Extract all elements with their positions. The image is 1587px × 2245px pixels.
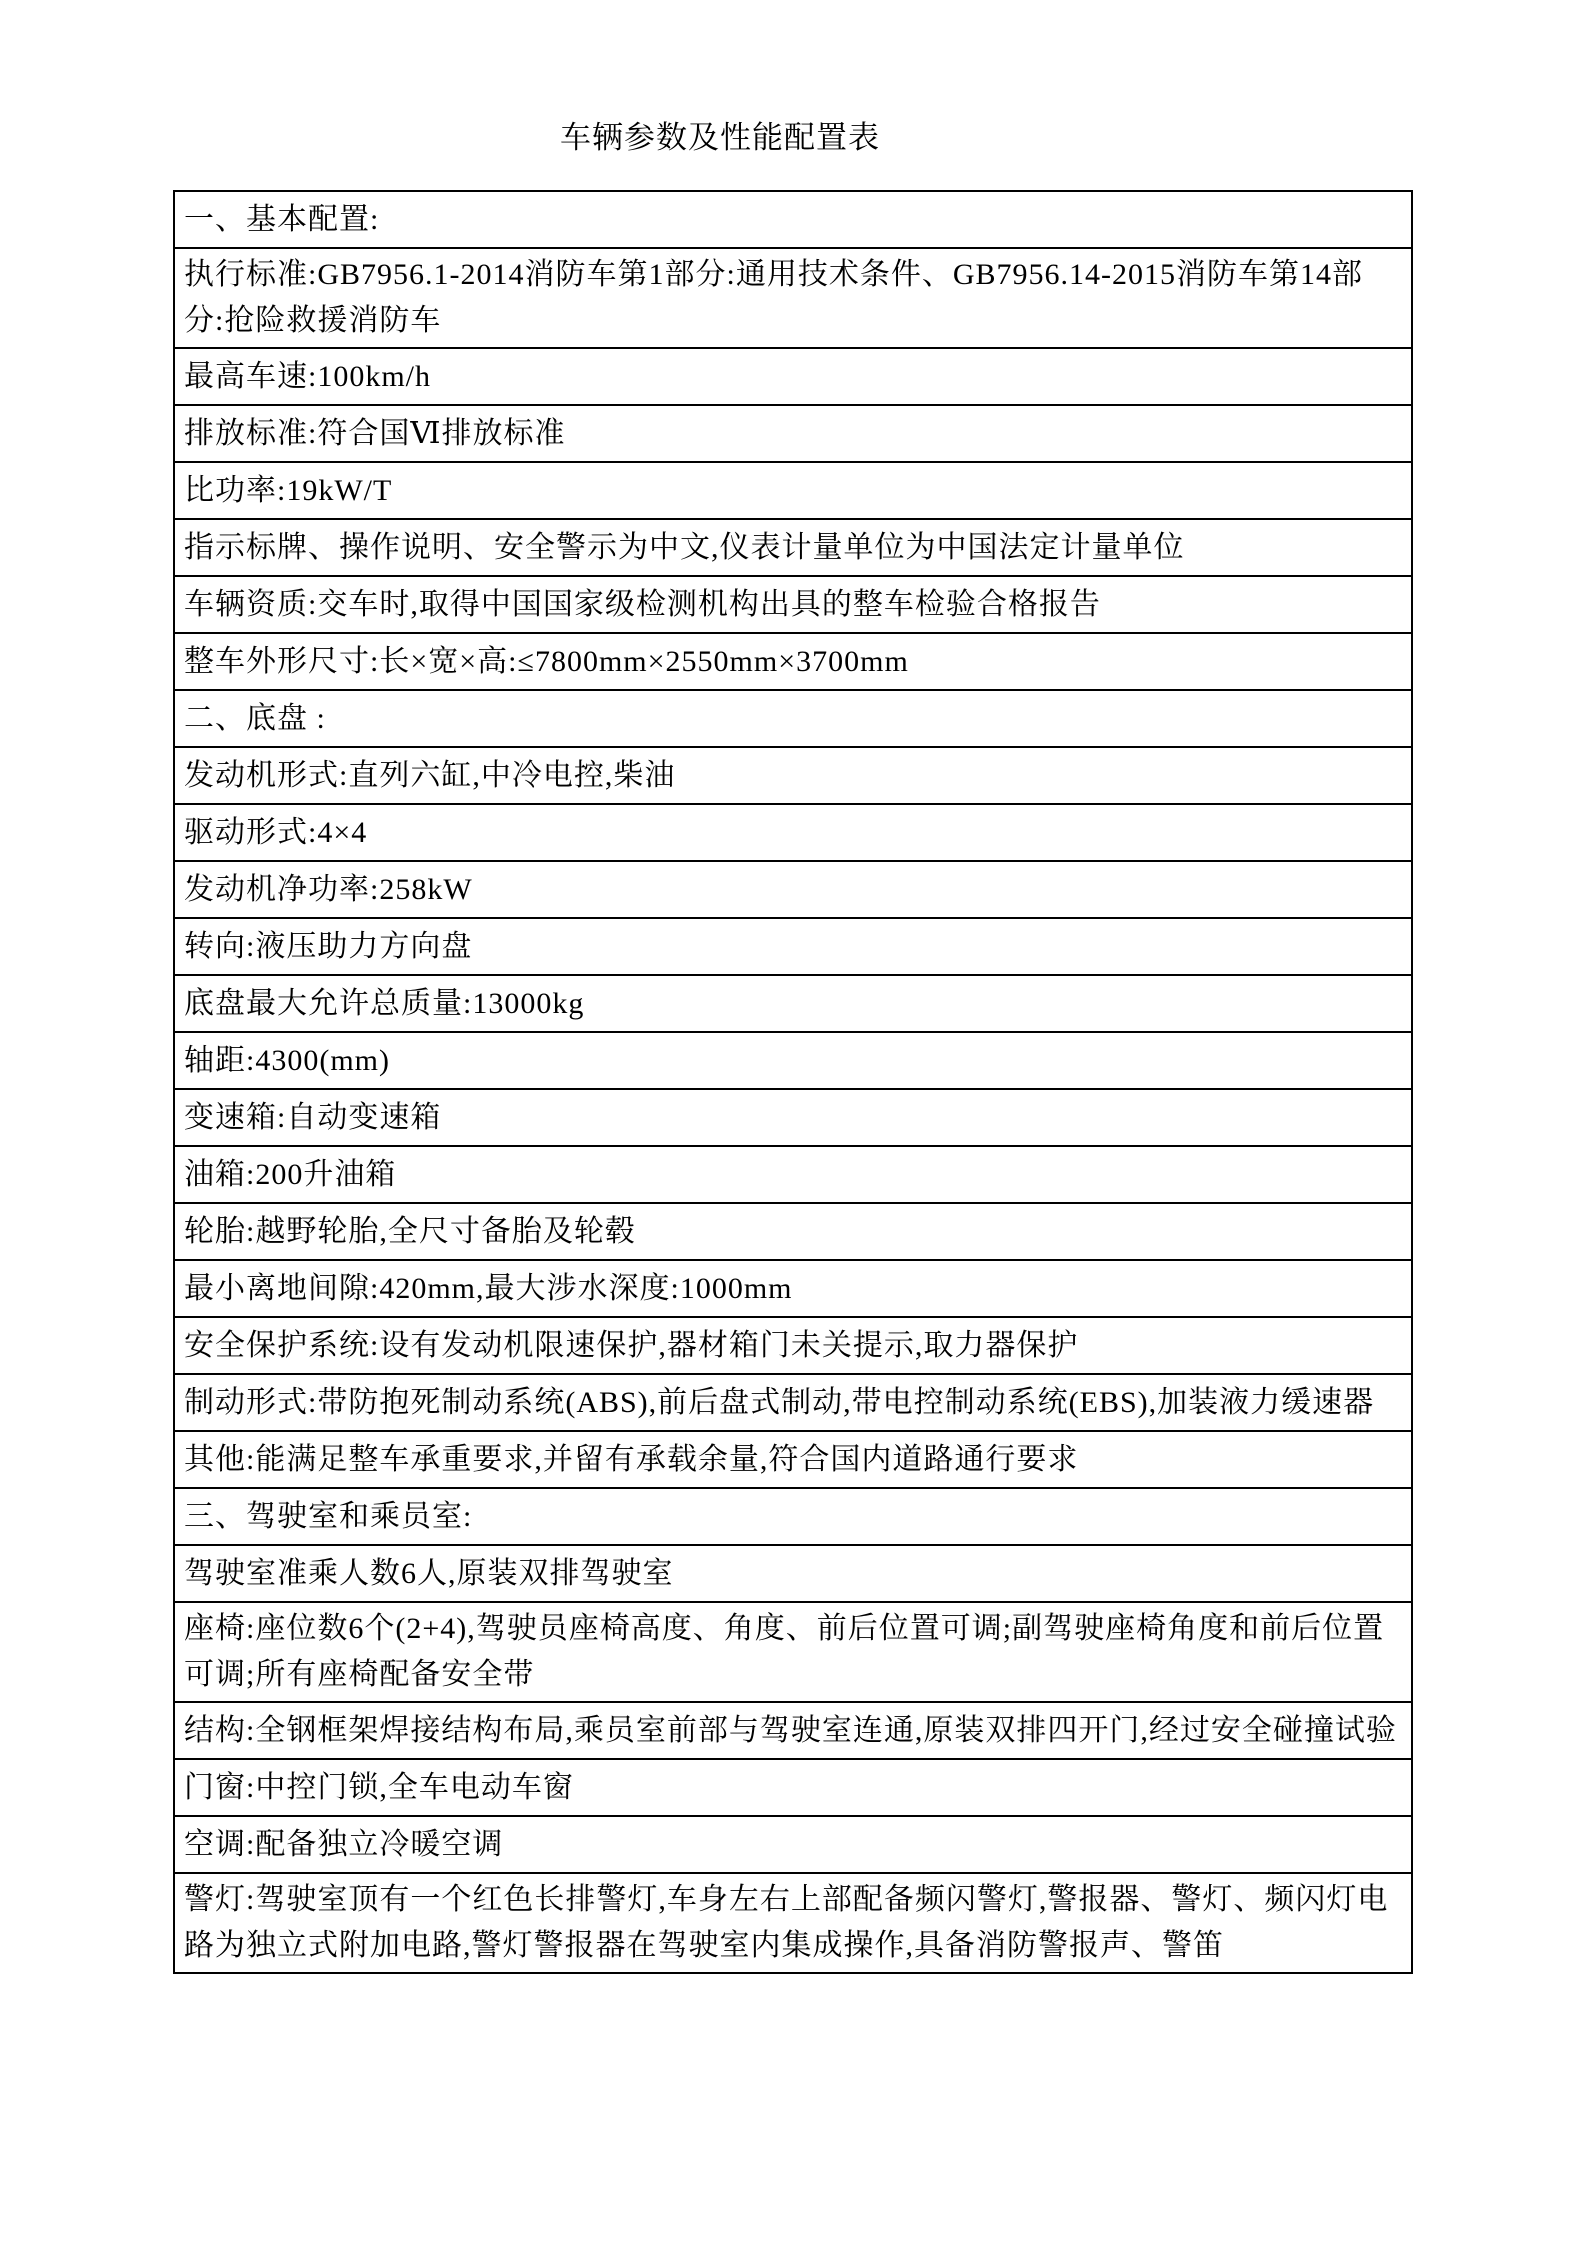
spec-row-text: 三、驾驶室和乘员室: bbox=[184, 1499, 473, 1533]
table-row bbox=[175, 1703, 1411, 1760]
table-row bbox=[175, 919, 1411, 976]
table-row bbox=[175, 577, 1411, 634]
spec-row-text: 门窗:中控门锁,全车电动车窗 bbox=[184, 1770, 574, 1804]
table-row bbox=[175, 1318, 1411, 1375]
table-row bbox=[175, 1033, 1411, 1090]
spec-row-text: 轴距:4300(mm) bbox=[184, 1043, 390, 1077]
spec-row-text: 结构:全钢框架焊接结构布局,乘员室前部与驾驶室连通,原装双排四开门,经过安全碰撞试验 bbox=[184, 1713, 1397, 1747]
spec-row-text: 驾驶室准乘人数6人,原装双排驾驶室 bbox=[184, 1556, 674, 1590]
table-row bbox=[175, 634, 1411, 691]
spec-row-text: 警灯:驾驶室顶有一个红色长排警灯,车身左右上部配备频闪警灯,警报器、警灯、频闪灯电路为独立式附加电路,警灯警报器在驾驶室内集成操作,具备消防警报声、警笛 bbox=[184, 1883, 1389, 1962]
table-row bbox=[175, 1546, 1411, 1603]
spec-row-text: 驱动形式:4×4 bbox=[184, 815, 368, 849]
spec-row-text: 发动机形式:直列六缸,中冷电控,柴油 bbox=[184, 758, 676, 792]
spec-row-text: 比功率:19kW/T bbox=[184, 473, 393, 507]
table-row bbox=[175, 1261, 1411, 1318]
table-row bbox=[175, 805, 1411, 862]
spec-row-text: 二、底盘 : bbox=[184, 701, 326, 735]
table-row bbox=[175, 691, 1411, 748]
table-row bbox=[175, 520, 1411, 577]
spec-row-text: 最高车速:100km/h bbox=[184, 359, 432, 393]
document-title: 车辆参数及性能配置表 bbox=[560, 120, 880, 155]
table-row bbox=[175, 1760, 1411, 1817]
table-row bbox=[175, 976, 1411, 1033]
spec-row-text: 油箱:200升油箱 bbox=[184, 1157, 397, 1191]
table-row bbox=[175, 1817, 1411, 1874]
spec-row-text: 座椅:座位数6个(2+4),驾驶员座椅高度、角度、前后位置可调;副驾驶座椅角度和前后位置可调;所有座椅配备安全带 bbox=[184, 1612, 1385, 1691]
table-row bbox=[175, 349, 1411, 406]
table-row bbox=[175, 1603, 1411, 1703]
table-row bbox=[175, 1147, 1411, 1204]
table-row bbox=[175, 249, 1411, 349]
spec-row-text: 制动形式:带防抱死制动系统(ABS),前后盘式制动,带电控制动系统(EBS),加装液力缓速器 bbox=[184, 1385, 1375, 1419]
table-row bbox=[175, 862, 1411, 919]
spec-row-text: 车辆资质:交车时,取得中国国家级检测机构出具的整车检验合格报告 bbox=[184, 587, 1101, 621]
table-row bbox=[175, 1375, 1411, 1432]
table-row bbox=[175, 1432, 1411, 1489]
table-row bbox=[175, 1874, 1411, 1972]
spec-row-text: 排放标准:符合国Ⅵ排放标准 bbox=[184, 416, 566, 450]
spec-row-text: 最小离地间隙:420mm,最大涉水深度:1000mm bbox=[184, 1271, 793, 1305]
spec-row-text: 发动机净功率:258kW bbox=[184, 872, 473, 906]
spec-row-text: 转向:液压助力方向盘 bbox=[184, 929, 473, 963]
spec-row-text: 底盘最大允许总质量:13000kg bbox=[184, 986, 585, 1020]
spec-row-text: 变速箱:自动变速箱 bbox=[184, 1100, 442, 1134]
spec-row-text: 整车外形尺寸:长×宽×高:≤7800mm×2550mm×3700mm bbox=[184, 644, 909, 678]
spec-row-text: 指示标牌、操作说明、安全警示为中文,仪表计量单位为中国法定计量单位 bbox=[184, 530, 1185, 564]
table-row bbox=[175, 1090, 1411, 1147]
table-row bbox=[175, 192, 1411, 249]
spec-row-text: 安全保护系统:设有发动机限速保护,器材箱门未关提示,取力器保护 bbox=[184, 1328, 1079, 1362]
spec-row-text: 一、基本配置: bbox=[184, 202, 380, 236]
spec-row-text: 执行标准:GB7956.1-2014消防车第1部分:通用技术条件、GB7956.14-2015消防车第14部分:抢险救援消防车 bbox=[184, 258, 1363, 337]
spec-row-text: 其他:能满足整车承重要求,并留有承载余量,符合国内道路通行要求 bbox=[184, 1442, 1079, 1476]
table-row bbox=[175, 1204, 1411, 1261]
spec-row-text: 轮胎:越野轮胎,全尺寸备胎及轮毂 bbox=[184, 1214, 636, 1248]
table-row bbox=[175, 463, 1411, 520]
table-row bbox=[175, 748, 1411, 805]
table-row bbox=[175, 1489, 1411, 1546]
table-row bbox=[175, 406, 1411, 463]
spec-row-text: 空调:配备独立冷暖空调 bbox=[184, 1827, 504, 1861]
spec-table bbox=[173, 190, 1413, 1974]
